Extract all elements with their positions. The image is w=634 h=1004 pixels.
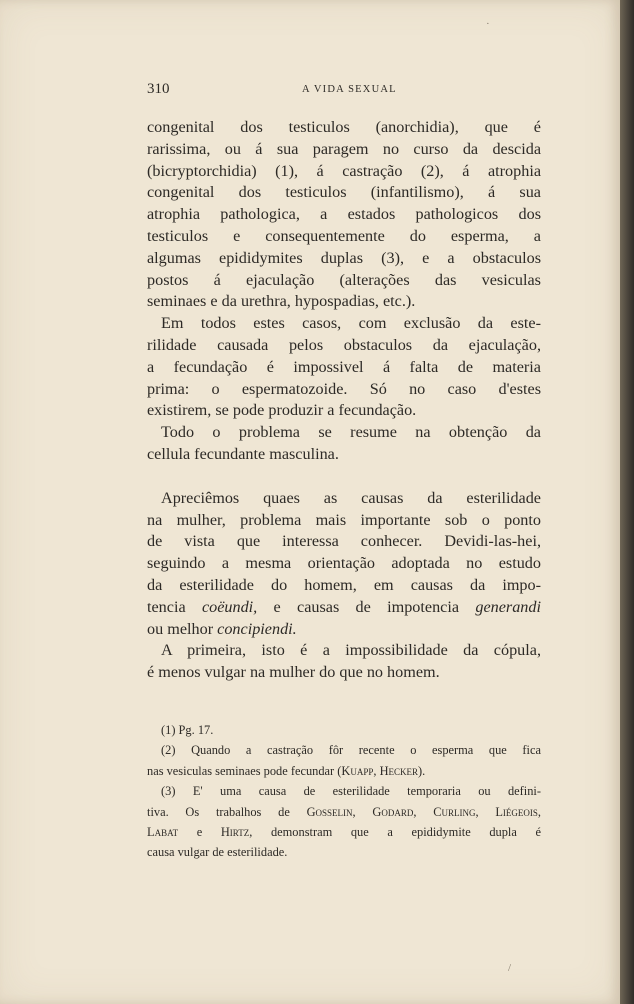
text-line: da esterilidade do homem, em causas da impo- [147, 575, 541, 594]
text-line: a fecundação é impossivel á falta de materia [147, 357, 541, 376]
text-line: prima: o espermatozoide. Só no caso d'estes [147, 379, 541, 398]
author-name: Godard [372, 804, 414, 819]
text-line: A primeira, isto é a impossibilidade da cópula, [161, 641, 541, 660]
author-name: Gosselin [306, 804, 353, 819]
text-line: Todo o problema se resume na obtenção da [161, 423, 541, 442]
text-line: seminaes e da urethra, hypospadias, etc.). [147, 292, 416, 311]
text-line: (bicryptorchidia) (1), á castração (2), á atrophia [147, 161, 541, 180]
text-segment: e [178, 825, 221, 840]
footnote-3-cont: causa vulgar de esterilidade. [147, 845, 288, 860]
page-header [147, 81, 541, 103]
text-segment: tencia [147, 597, 202, 616]
paper-speck: / [508, 962, 512, 974]
text-line: testiculos e consequentemente do esperma, a [147, 226, 541, 245]
text-segment: e causas de impotencia [257, 597, 476, 616]
text-segment: , [537, 804, 541, 819]
text-line: na mulher, problema mais importante sob o ponto [147, 510, 541, 529]
paper-speck: · [486, 18, 490, 30]
text-line: seguindo a mesma orientação adoptada no estudo [147, 554, 541, 573]
text-line: Apreciêmos quaes as causas da esterilidade [161, 488, 541, 507]
footnote-1: (1) Pg. 17. [161, 723, 214, 737]
text-segment: , [413, 804, 434, 819]
author-name: Hecker [379, 763, 419, 778]
author-name: Hirtz [220, 825, 250, 840]
footnotes [147, 720, 541, 863]
main-text [147, 117, 541, 684]
text-line: atrophia pathologica, a estados pathologicos dos [147, 205, 541, 224]
page-number: 310 [147, 81, 170, 97]
text-segment: ). [418, 763, 426, 778]
author-name: Labat [147, 825, 179, 840]
text-segment: tiva. Os trabalhos de [147, 804, 307, 819]
text-line: cellula fecundante masculina. [147, 444, 339, 463]
author-name: Kuapp [341, 763, 374, 778]
author-name: Liégeois [495, 804, 538, 819]
footnote-3: (3) E' uma causa de esterilidade temporaria ou defini- [161, 784, 541, 799]
text-line [147, 597, 541, 619]
text-line: é menos vulgar na mulher do que no homem. [147, 663, 440, 682]
book-edge [620, 0, 634, 1004]
text-segment: , demonstram que a epididymite dupla é [249, 825, 541, 840]
footnote-3-cont [147, 802, 541, 822]
footnote-2: (2) Quando a castração fôr recente o esperma que fica [161, 743, 541, 758]
text-line: postos á ejaculação (alterações das vesiculas [147, 270, 541, 289]
text-line: rarissima, ou á sua paragem no curso da descida [147, 139, 541, 158]
text-line: congenital dos testiculos (anorchidia), que é [147, 118, 541, 136]
author-name: Curling [433, 804, 476, 819]
text-line: rilidade causada pelos obstaculos da ejaculação, [147, 335, 541, 354]
text-line: congenital dos testiculos (infantilismo), á sua [147, 183, 541, 202]
text-segment: , [352, 804, 373, 819]
italic-term: concipiendi. [217, 619, 297, 638]
text-segment: , [475, 804, 496, 819]
text-segment: nas vesiculas seminaes pode fecundar ( [147, 763, 342, 778]
text-line [147, 619, 541, 641]
text-segment: ou melhor [147, 619, 218, 638]
italic-term: coëundi, [201, 597, 258, 616]
running-title: A VIDA SEXUAL [302, 84, 397, 95]
text-line: existirem, se pode produzir a fecundação. [147, 401, 417, 420]
footnote-3-cont [147, 822, 541, 842]
paragraph-gap [147, 466, 541, 488]
italic-term: generandi [475, 597, 541, 616]
footnote-2-cont [147, 761, 541, 781]
text-line: de vista que interessa conhecer. Devidi-las-hei, [147, 532, 541, 551]
text-line: Em todos estes casos, com exclusão da este- [161, 314, 541, 333]
text-segment: , [373, 763, 380, 778]
text-line: algumas epididymites duplas (3), e a obstaculos [147, 248, 541, 267]
